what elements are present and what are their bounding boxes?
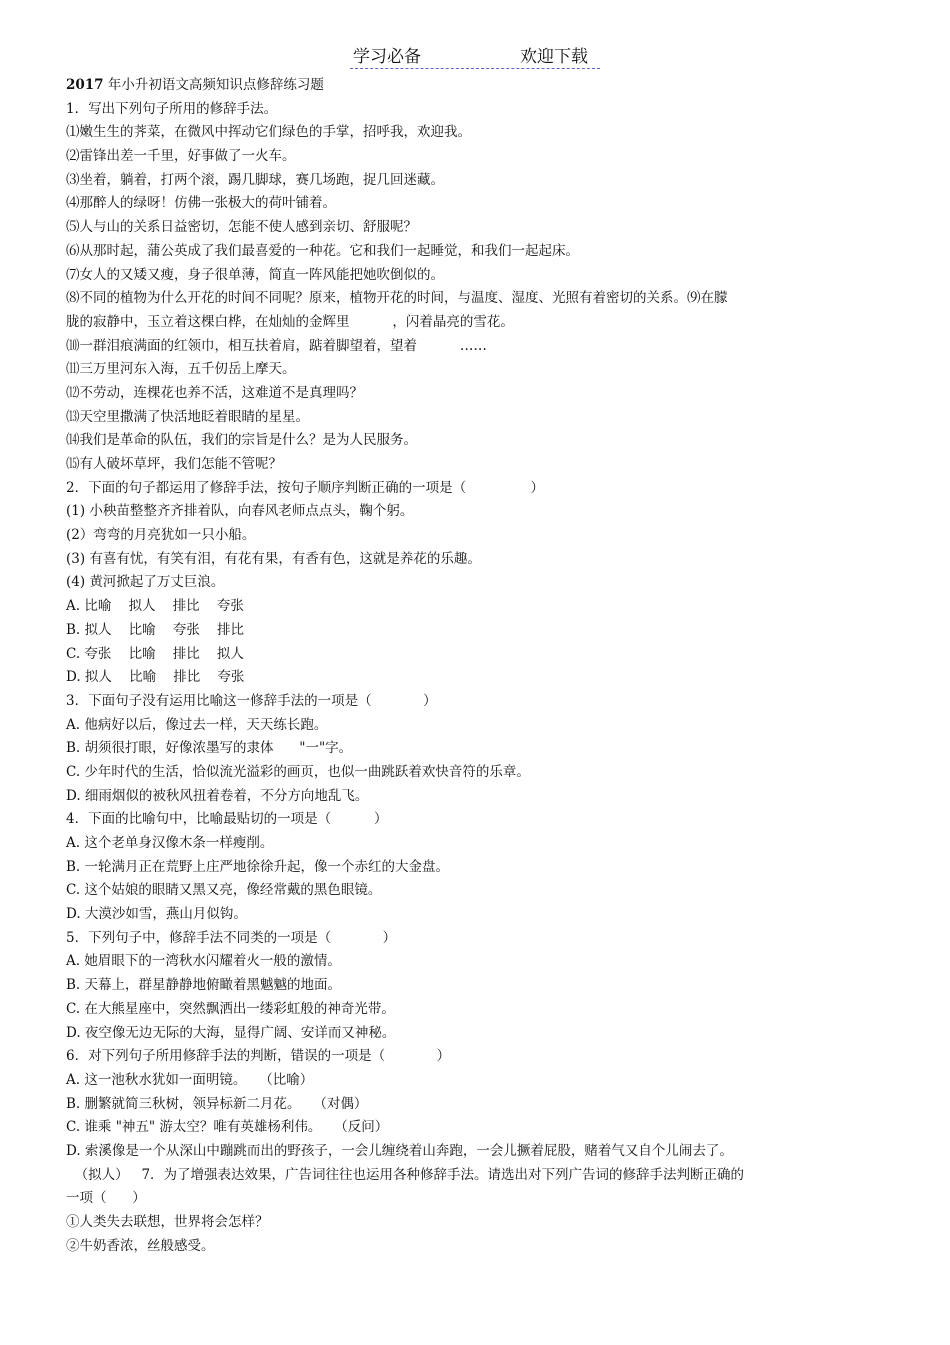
- text-line: D. 拟人 比喻 排比 夸张: [66, 669, 245, 686]
- text-line: 一项（ ）: [66, 1190, 146, 1207]
- text-line: C. 少年时代的生活，恰似流光溢彩的画页，也似一曲跳跃着欢快音符的乐章。: [66, 763, 530, 780]
- text-line: C. 在大熊星座中，突然飘洒出一缕彩虹般的神奇光带。: [66, 1000, 395, 1017]
- text-line: A. 她眉眼下的一湾秋水闪耀着火一般的激情。: [66, 953, 341, 970]
- text-line: 5．下列句子中，修辞手法不同类的一项是（ ）: [66, 929, 397, 946]
- text-line: A. 这一池秋水犹如一面明镜。 （比喻）: [66, 1071, 314, 1088]
- text-line: A. 他病好以后，像过去一样，天天练长跑。: [66, 716, 328, 733]
- text-line: ②牛奶香浓，丝般感受。: [66, 1237, 215, 1254]
- text-line: ⒀天空里撒满了快活地眨着眼睛的星星。: [66, 408, 309, 425]
- text-line: ⑸人与山的关系日益密切，怎能不使人感到亲切、舒服呢？: [66, 219, 417, 236]
- text-line: ⑽一群泪痕满面的红领巾，相互扶着肩，踮着脚望着，望着 ……: [66, 337, 487, 354]
- text-line: C. 夸张 比喻 排比 拟人: [66, 645, 244, 662]
- text-line: C. 这个姑娘的眼睛又黑又亮，像经常戴的黑色眼镜。: [66, 882, 382, 899]
- text-line: ⒂有人破坏草坪，我们怎能不管呢？: [66, 456, 282, 472]
- text-line: A. 这个老单身汉像木条一样瘦削。: [66, 835, 274, 851]
- text-line: D. 大漠沙如雪，燕山月似钩。: [66, 906, 247, 923]
- text-line: (3) 有喜有忧，有笑有泪，有花有果，有香有色，这就是养花的乐趣。: [66, 550, 481, 567]
- text-line: ⒁我们是革命的队伍，我们的宗旨是什么？是为人民服务。: [66, 432, 417, 449]
- text-line: ①人类失去联想，世界将会怎样？: [66, 1214, 269, 1230]
- header-right-text: 欢迎下载: [520, 47, 588, 67]
- text-line: ⑾三万里河东入海，五千仞岳上摩天。: [66, 361, 296, 378]
- text-line: (1) 小秧苗整整齐齐排着队，向春风老师点点头，鞠个躬。: [66, 503, 414, 520]
- exercise-lines: [66, 98, 806, 1259]
- text-line: A. 比喻 拟人 排比 夸张: [66, 598, 244, 615]
- text-line: D. 索溪像是一个从深山中蹦跳而出的野孩子，一会儿缠绕着山奔跑，一会儿撅着屁股，赌着气又自个儿闹去了。: [66, 1142, 733, 1159]
- document-body: [66, 74, 806, 1258]
- text-line: 1．写出下列句子所用的修辞手法。: [66, 100, 278, 117]
- text-line: （拟人） 7．为了增强表达效果，广告词往往也运用各种修辞手法。请选出对下列广告词的修辞手法判断正确的: [66, 1166, 745, 1183]
- text-line: 4．下面的比喻句中，比喻最贴切的一项是（ ）: [66, 811, 388, 828]
- text-line: 2．下面的句子都运用了修辞手法，按句子顺序判断正确的一项是（ ）: [66, 479, 544, 496]
- text-line: ⑷那醉人的绿呀！仿佛一张极大的荷叶铺着。: [66, 195, 336, 212]
- text-line: B. 天幕上，群星静静地俯瞰着黑魆魆的地面。: [66, 977, 342, 994]
- text-line: ⑶坐着，躺着，打两个滚，踢几脚球，赛几场跑，捉几回迷藏。: [66, 171, 444, 188]
- text-line: 6．对下列句子所用修辞手法的判断，错误的一项是（ ）: [66, 1048, 451, 1065]
- text-line: 胧的寂静中，玉立着这棵白桦，在灿灿的金辉里 ，闪着晶亮的雪花。: [66, 313, 514, 330]
- text-line: C. 谁乘 "神五" 游太空？唯有英雄杨利伟。 （反问）: [66, 1119, 389, 1136]
- text-line: ⑺女人的又矮又瘦，身子很单薄，简直一阵风能把她吹倒似的。: [66, 266, 444, 283]
- text-line: B. 删繁就简三秋树，领异标新二月花。 （对偶）: [66, 1095, 368, 1112]
- document-title: [66, 74, 806, 98]
- text-line: ⑿不劳动，连棵花也养不活，这难道不是真理吗？: [66, 384, 363, 401]
- text-line: ⑴嫩生生的荠菜，在微风中挥动它们绿色的手掌，招呼我，欢迎我。: [66, 124, 471, 141]
- text-line: B. 拟人 比喻 夸张 排比: [66, 621, 244, 638]
- text-line: (4) 黄河掀起了万丈巨浪。: [66, 574, 225, 591]
- title-text: 年小升初语文高频知识点修辞练习题: [103, 77, 324, 93]
- page-header: [350, 42, 600, 69]
- text-line: D. 细雨烟似的被秋风扭着卷着，不分方向地乱飞。: [66, 787, 369, 804]
- text-line: (2）弯弯的月亮犹如一只小船。: [66, 527, 256, 544]
- text-line: B. 胡须很打眼，好像浓墨写的隶体 "一"字。: [66, 740, 353, 757]
- header-left-text: 学习必备: [353, 47, 421, 67]
- text-line: ⑹从那时起，蒲公英成了我们最喜爱的一种花。它和我们一起睡觉，和我们一起起床。: [66, 242, 579, 259]
- text-line: 3．下面句子没有运用比喻这一修辞手法的一项是（ ）: [66, 692, 437, 709]
- text-line: B. 一轮满月正在荒野上庄严地徐徐升起，像一个赤红的大金盘。: [66, 858, 450, 875]
- text-line: ⑻不同的植物为什么开花的时间不同呢？原来，植物开花的时间，与温度、湿度、光照有着密切的关系。⑼在朦: [66, 290, 728, 307]
- title-year: 2017: [66, 77, 104, 93]
- text-line: ⑵雷锋出差一千里，好事做了一火车。: [66, 148, 296, 165]
- text-line: D. 夜空像无边无际的大海，显得广阔、安详而又神秘。: [66, 1024, 396, 1041]
